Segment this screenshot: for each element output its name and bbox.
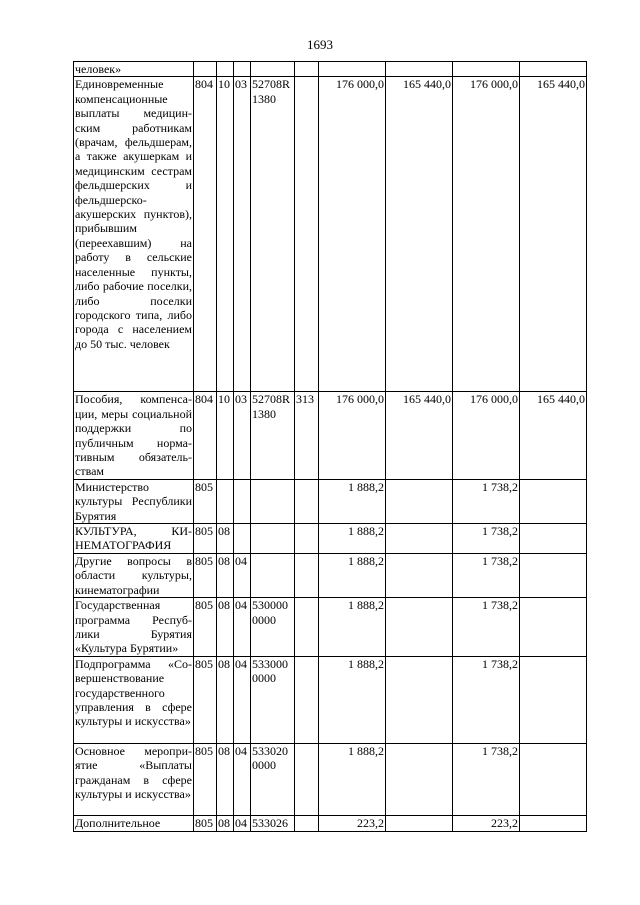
- expense-type-cell: [295, 77, 319, 392]
- amount-cell: 165 440,0: [520, 392, 587, 479]
- section-code-cell: [217, 62, 234, 77]
- amount-cell: 1 888,2: [319, 479, 386, 523]
- expense-type-cell: [295, 656, 319, 743]
- ministry-code-cell: 805: [194, 598, 217, 657]
- ministry-code-cell: 805: [194, 524, 217, 554]
- amount-cell: 1 888,2: [319, 743, 386, 815]
- subsection-code-cell: [234, 524, 251, 554]
- subsection-code-cell: 04: [234, 743, 251, 815]
- ministry-code-cell: 804: [194, 77, 217, 392]
- amount-cell: [520, 598, 587, 657]
- amount-cell: [386, 815, 453, 831]
- subsection-code-cell: 04: [234, 598, 251, 657]
- expense-type-cell: [295, 815, 319, 831]
- amount-cell: [520, 479, 587, 523]
- amount-cell: 1 738,2: [453, 743, 520, 815]
- expense-type-cell: [295, 553, 319, 597]
- amount-cell: [520, 815, 587, 831]
- target-article-cell: 52708R 1380: [251, 77, 295, 392]
- target-article-cell: 530000 0000: [251, 598, 295, 657]
- subsection-code-cell: [234, 479, 251, 523]
- amount-cell: 1 738,2: [453, 524, 520, 554]
- ministry-code-cell: 805: [194, 553, 217, 597]
- amount-cell: [520, 524, 587, 554]
- row-name-cell: Государственная программа Республики Бурятия «Культура Бурятии»: [75, 598, 192, 656]
- amount-cell: [520, 656, 587, 743]
- ministry-code-cell: 805: [194, 656, 217, 743]
- amount-cell: 1 738,2: [453, 598, 520, 657]
- amount-cell: [386, 524, 453, 554]
- ministry-code-cell: 805: [194, 815, 217, 831]
- amount-cell: [386, 598, 453, 657]
- amount-cell: 176 000,0: [319, 392, 386, 479]
- amount-cell: [386, 62, 453, 77]
- amount-cell: 176 000,0: [319, 77, 386, 392]
- amount-cell: 1 738,2: [453, 656, 520, 743]
- section-code-cell: 08: [217, 656, 234, 743]
- row-name-cell: Подпрограмма «Совершенствование государственного управления в сфере культуры и искусства»: [74, 656, 194, 743]
- amount-cell: [520, 553, 587, 597]
- amount-cell: 1 888,2: [319, 524, 386, 554]
- target-article-cell: [251, 62, 295, 77]
- section-code-cell: [217, 479, 234, 523]
- amount-cell: [386, 479, 453, 523]
- row-name-cell: Пособия, компенсации, меры социальной поддержки по публичным нормативным обязательствам: [75, 392, 192, 479]
- table-row: [74, 479, 587, 523]
- target-article-cell: 52708R 1380: [251, 392, 295, 479]
- subsection-code-cell: 04: [234, 656, 251, 743]
- section-code-cell: 08: [217, 815, 234, 831]
- amount-cell: [520, 743, 587, 815]
- table-row: [74, 743, 587, 815]
- amount-cell: [319, 62, 386, 77]
- table-row: [74, 62, 587, 77]
- target-article-cell: [251, 479, 295, 523]
- amount-cell: 1 738,2: [453, 479, 520, 523]
- expense-type-cell: [295, 62, 319, 77]
- expense-type-cell: [295, 524, 319, 554]
- expense-type-cell: [295, 598, 319, 657]
- amount-cell: 1 888,2: [319, 656, 386, 743]
- subsection-code-cell: 03: [234, 77, 251, 392]
- expense-type-cell: [295, 479, 319, 523]
- section-code-cell: 08: [217, 598, 234, 657]
- budget-table: [73, 61, 587, 832]
- expense-type-cell: 313: [295, 392, 319, 479]
- subsection-code-cell: 03: [234, 392, 251, 479]
- subsection-code-cell: 04: [234, 815, 251, 831]
- ministry-code-cell: 805: [194, 743, 217, 815]
- target-article-cell: 533000 0000: [251, 656, 295, 743]
- amount-cell: [386, 553, 453, 597]
- row-name-cell: Единовременные компенсационные выплаты медицинским работникам (врачам, фельдшерам, а также акушеркам и медицинским сестрам фельдшерских и фельдшерско-акушерских пунктов), прибывшим (переехавшим) на работу в сельские населенные пункты, либо рабочие поселки, либо поселки городского типа, либо города с населением до 50 тыс. человек: [74, 77, 194, 392]
- row-name-cell: Дополнительное: [74, 815, 194, 831]
- amount-cell: 223,2: [453, 815, 520, 831]
- target-article-cell: [251, 524, 295, 554]
- row-name-cell: Основное мероприятие «Выплаты гражданам в сфере культуры и искусства»: [74, 743, 194, 815]
- amount-cell: [386, 656, 453, 743]
- section-code-cell: 08: [217, 524, 234, 554]
- section-code-cell: 08: [217, 743, 234, 815]
- target-article-cell: [251, 553, 295, 597]
- amount-cell: 1 888,2: [319, 598, 386, 657]
- amount-cell: [520, 62, 587, 77]
- amount-cell: 1 738,2: [453, 553, 520, 597]
- table-row: [74, 656, 587, 743]
- table-row: [74, 598, 587, 657]
- section-code-cell: 10: [217, 77, 234, 392]
- amount-cell: 1 888,2: [319, 553, 386, 597]
- section-code-cell: 10: [217, 392, 234, 479]
- target-article-cell: 533026: [251, 815, 295, 831]
- ministry-code-cell: 805: [194, 479, 217, 523]
- row-name-cell: человек»: [74, 62, 194, 77]
- amount-cell: 165 440,0: [520, 77, 587, 392]
- row-name-cell: Другие вопросы в области культуры, кинематографии: [75, 553, 192, 597]
- page-number: 1693: [307, 37, 333, 52]
- amount-cell: [386, 743, 453, 815]
- amount-cell: 176 000,0: [453, 77, 520, 392]
- amount-cell: 223,2: [319, 815, 386, 831]
- target-article-cell: 533020 0000: [251, 743, 295, 815]
- amount-cell: 165 440,0: [386, 77, 453, 392]
- subsection-code-cell: [234, 62, 251, 77]
- amount-cell: [453, 62, 520, 77]
- section-code-cell: 08: [217, 553, 234, 597]
- row-name-cell: Министерство культуры Республики Бурятия: [75, 479, 192, 523]
- row-name-cell: КУЛЬТУРА, КИНЕМАТОГРАФИЯ: [75, 524, 192, 553]
- amount-cell: 165 440,0: [386, 392, 453, 479]
- expense-type-cell: [295, 743, 319, 815]
- table-row: [74, 77, 587, 392]
- ministry-code-cell: 804: [194, 392, 217, 479]
- subsection-code-cell: 04: [234, 553, 251, 597]
- ministry-code-cell: [194, 62, 217, 77]
- amount-cell: 176 000,0: [453, 392, 520, 479]
- table-row: [74, 524, 587, 554]
- table-row: [74, 392, 587, 479]
- table-row: [74, 553, 587, 597]
- table-row: [74, 815, 587, 831]
